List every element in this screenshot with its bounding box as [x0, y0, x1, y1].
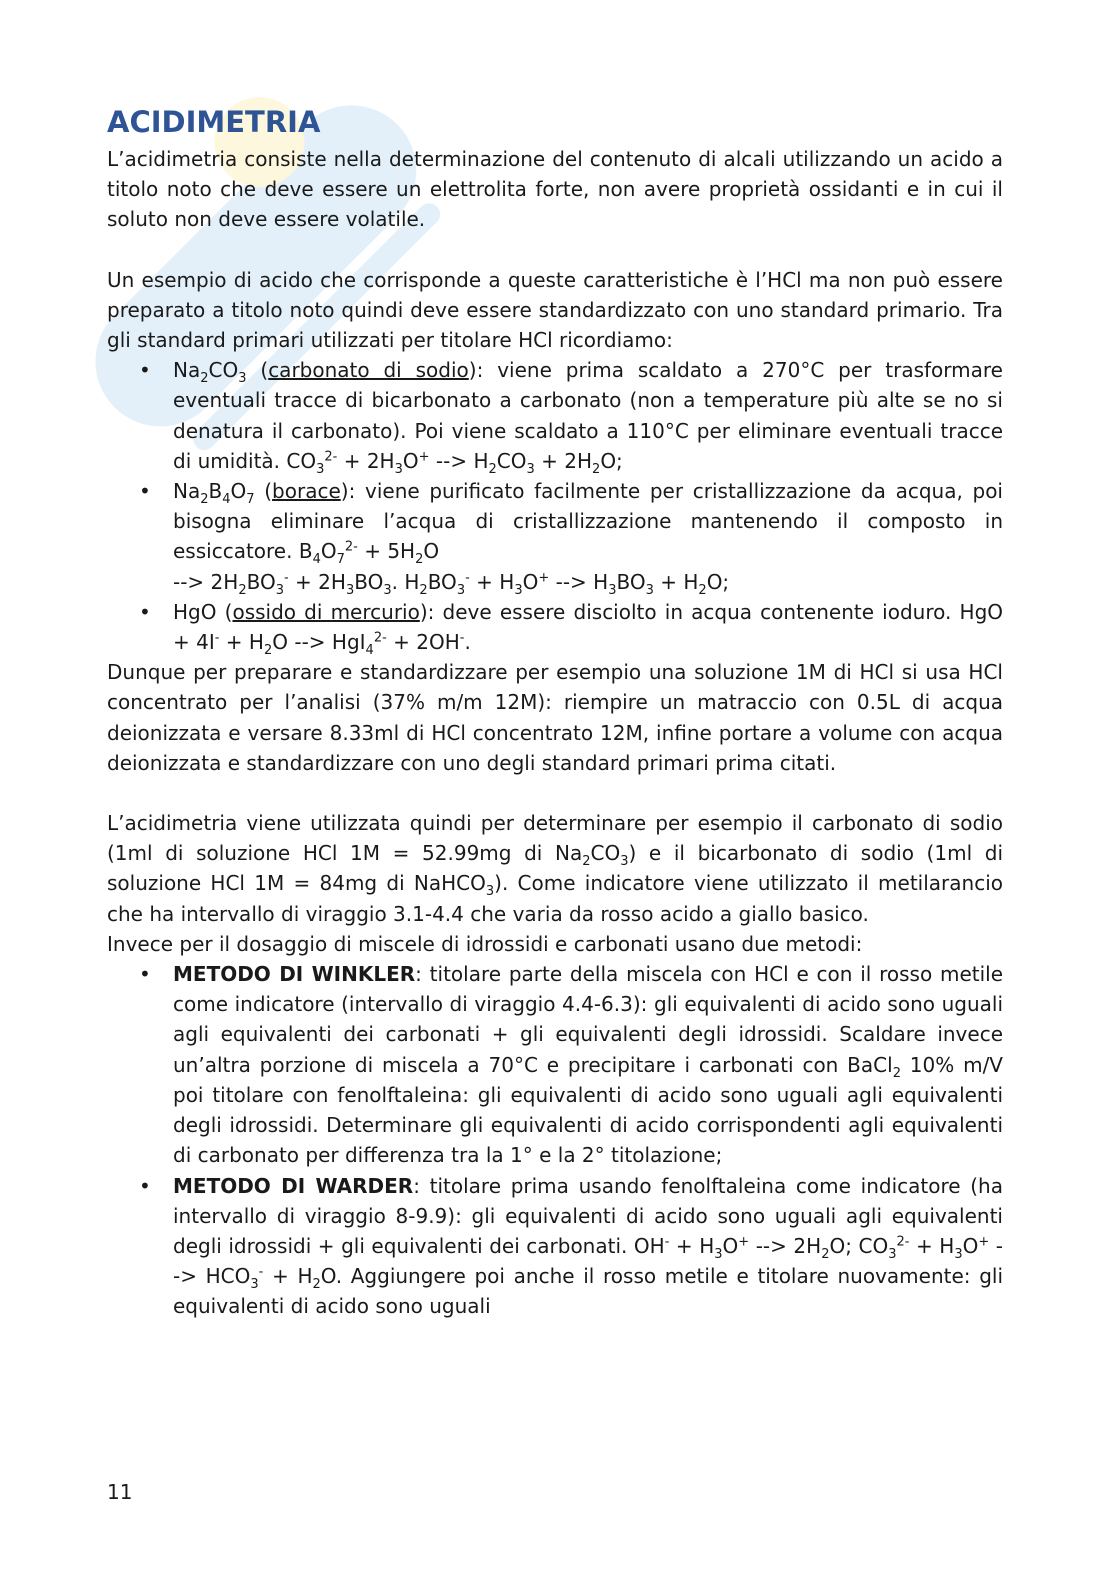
list-item-text: : titolare parte della miscela con HCl e con il rosso metile come indicatore (intervallo di viraggio 4.4-6.3): gli equivalenti di acido sono uguali agli equivalenti dei carbonati + gli equivalenti degli idrossidi. Scaldare invece un’altra porzione di miscela a 70°C e precipitare i carbonati con BaCl$_2$ 10% m/V poi titolare con fenolftaleina: gli equivalenti di acido sono uguali agli equivalenti degli idrossidi. Determinare gli equivalenti di acido corrispondenti agli equivalenti di carbonato per differenza tra la 1° e la 2° titolazione; [173, 962, 1004, 1168]
formula: $Na_2B_4O_7$ [173, 479, 255, 508]
list-item-text: ): viene purificato facilmente per cristallizzazione da acqua, poi bisogna eliminare l’acqua di cristallizzazione mantenendo il composto in essiccatore. $B_4O_7^{2-} + 5H_2O$ --> $2H_2BO_3^- + 2H_3BO_3$. $H_2BO_3^- + H_3O^+$ --> $H_3BO_3 + H_2O$; [173, 479, 1003, 598]
primary-standards-list [107, 355, 1003, 657]
compound-name: carbonato di sodio [268, 358, 469, 383]
list-item: • $Na_2B_4O_7$ (borace): viene purificato facilmente per cristallizzazione da acqua, poi bisogna eliminare l’acqua di cristallizzazione mantenendo il composto in essiccatore. $B_4O_7^{2-} + 5H_2O$ --> $2H_2BO_3^- + 2H_3BO_3$. $H_2BO_3^- + H_3O^+$ --> $H_3BO_3 + H_2O$; [173, 476, 1003, 597]
document-page [107, 102, 1003, 1322]
list-item-text: ): deve essere disciolto in acqua contenente ioduro. HgO + $4I^- + H_2O$ --> HgI$_4^{2-}$ + 2OH-. [173, 599, 1004, 659]
paragraph-hcl: Un esempio di acido che corrisponde a queste caratteristiche è l’HCl ma non può essere preparato a titolo noto quindi deve essere standardizzato con uno standard primario. Tra gli standard primari utilizzati per titolare HCl ricordiamo: [107, 267, 1003, 353]
formula: HgO [173, 599, 217, 624]
method-label: METODO DI WINKLER [173, 962, 416, 987]
bullet-icon: • [139, 1173, 151, 1198]
page-title: ACIDIMETRIA [107, 105, 321, 139]
compound-name: ossido di mercurio [232, 599, 420, 624]
method-label: METODO DI WARDER [173, 1173, 414, 1198]
paragraph-methods-intro: Invece per il dosaggio di miscele di idrossidi e carbonati usano due metodi: [107, 931, 863, 956]
methods-list [107, 959, 1003, 1321]
list-item-text: : titolare prima usando fenolftaleina come indicatore (ha intervallo di viraggio 8-9.9): gli equivalenti di acido sono uguali agli equivalenti degli idrossidi + gli equivalenti dei carbonati. $OH^- + H_3O^+$ --> $2H_2O$; $CO_3^{2-} + H_3O^+$ --> $HCO_3^- + H_2O$. Aggiungere poi anche il rosso metile e titolare nuovamente: gli equivalenti di acido sono uguali [173, 1173, 1003, 1319]
bullet-icon: • [139, 962, 151, 987]
list-item: • HgO (ossido di mercurio): deve essere disciolto in acqua contenente ioduro. HgO + $4I^- + H_2O$ --> HgI$_4^{2-}$ + 2OH-. [173, 597, 1003, 657]
list-item [139, 1171, 1003, 1322]
page-number: 11 [107, 1480, 133, 1504]
paragraph-preparation: Dunque per preparare e standardizzare per esempio una soluzione 1M di HCl si usa HCl concentrato per l’analisi (37% m/m 12M): riempire un matraccio con 0.5L di acqua deionizzata e versare 8.33ml di HCl concentrato 12M, infine portare a volume con acqua deionizzata e standardizzare con uno degli standard primari prima citati. [107, 660, 1003, 775]
bullet-icon: • [139, 599, 151, 624]
list-item [139, 959, 1004, 1170]
bullet-icon: • [139, 479, 151, 504]
compound-name: borace [272, 479, 341, 504]
list-item: • $Na_2CO_3$ (carbonato di sodio): viene prima scaldato a 270°C per trasformare eventuali tracce di bicarbonato a carbonato (non a temperature più alte se no si denatura il carbonato). Poi viene scaldato a 110°C per eliminare eventuali tracce di umidità. $CO_3^{2-} + 2H_3O^+$ --> $H_2CO_3 + 2H_2O$; [173, 355, 1003, 476]
paragraph-intro: L’acidimetria consiste nella determinazione del contenuto di alcali utilizzando un acido a titolo noto che deve essere un elettrolita forte, non avere proprietà ossidanti e in cui il soluto non deve essere volatile. [107, 147, 1003, 232]
paragraph-uses: L’acidimetria viene utilizzata quindi per determinare per esempio il carbonato di sodio (1ml di soluzione HCl 1M = 52.99mg di $Na_2CO_3$) e il bicarbonato di sodio (1ml di soluzione HCl 1M = 84mg di NaHCO$_3$). Come indicatore viene utilizzato il metilarancio che ha intervallo di viraggio 3.1-4.4 che varia da rosso acido a giallo basico. [107, 811, 1004, 926]
formula: $Na_2CO_3$ [173, 358, 247, 387]
bullet-icon: • [139, 358, 151, 383]
list-item-text: ): viene prima scaldato a 270°C per trasformare eventuali tracce di bicarbonato a carbonato (non a temperature più alte se no si denatura il carbonato). Poi viene scaldato a 110°C per eliminare eventuali tracce di umidità. $CO_3^{2-} + 2H_3O^+$ --> $H_2CO_3 + 2H_2O$; [173, 358, 1003, 477]
